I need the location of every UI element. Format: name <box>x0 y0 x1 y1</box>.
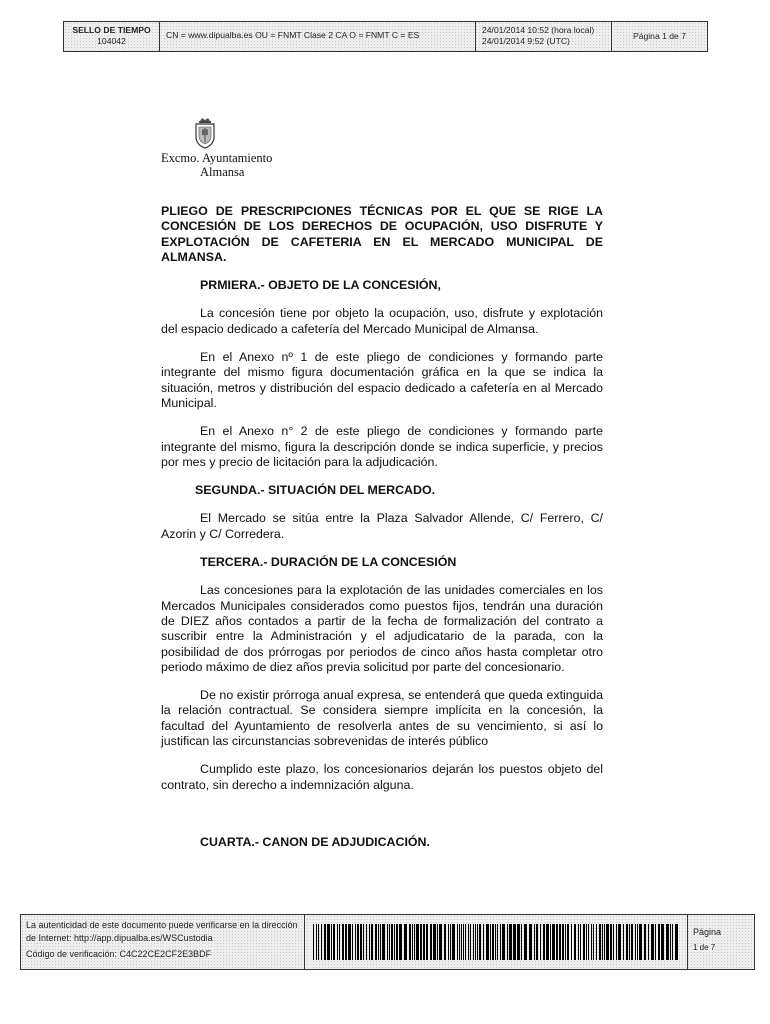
barcode-bar <box>313 924 314 960</box>
barcode-bar <box>394 924 395 960</box>
barcode-bar <box>352 924 353 960</box>
barcode-bar <box>382 924 385 960</box>
barcode-bar <box>648 924 649 960</box>
barcode-bar <box>599 924 601 960</box>
barcode-bar <box>672 924 673 960</box>
barcode-bar <box>375 924 377 960</box>
barcode-bar <box>580 924 581 960</box>
barcode-bar <box>521 924 522 960</box>
barcode-bar <box>473 924 474 960</box>
barcode-bar <box>486 924 489 960</box>
footer-page-value: 1 de 7 <box>693 943 716 952</box>
barcode-bar <box>602 924 603 960</box>
coat-of-arms-icon <box>193 117 217 149</box>
barcode-bar <box>502 924 505 960</box>
barcode-bar <box>457 924 458 960</box>
barcode-bar <box>507 924 508 960</box>
barcode-bar <box>586 924 587 960</box>
barcode-bar <box>616 924 617 960</box>
barcode-bar <box>588 924 589 960</box>
barcode-bar <box>475 924 476 960</box>
certificate-info: CN = www.dipualba.es OU = FNMT Clase 2 CA O = FNMT C = ES <box>160 22 476 51</box>
barcode-bar <box>629 924 630 960</box>
section-3-paragraph-3: Cumplido este plazo, los concesionarios dejarán los puestos objeto del contrato, sin derecho a indemnización alguna. <box>161 762 603 792</box>
verification-footer <box>20 914 755 970</box>
organization-city: Almansa <box>200 165 245 179</box>
organization-name: Excmo. Ayuntamiento <box>161 151 273 165</box>
barcode-icon <box>311 923 681 961</box>
barcode-bar <box>500 924 501 960</box>
barcode-bar <box>465 924 466 960</box>
barcode-bar <box>492 924 494 960</box>
document-body <box>161 204 603 850</box>
footer-page-label: Página <box>693 927 722 937</box>
barcode-bar <box>391 924 393 960</box>
barcode-bar <box>574 924 576 960</box>
timestamp-cell <box>64 22 160 51</box>
barcode-bar <box>534 924 535 960</box>
barcode-bar <box>389 924 390 960</box>
barcode-bar <box>513 924 516 960</box>
section-1-paragraph-1: La concesión tiene por objeto la ocupación, uso, disfrute y explotación del espacio dedicado a cafetería del Mercado Municipal de Almansa. <box>161 306 603 336</box>
barcode-bar <box>509 924 512 960</box>
barcode-bar <box>623 924 624 960</box>
time-local: 24/01/2014 10:52 (hora local) <box>482 25 595 35</box>
barcode-bar <box>556 924 558 960</box>
verification-text: La autenticidad de este documento puede verificarse en la dirección de Internet: http://app.dipualba.es/WSCustodia <box>26 920 298 943</box>
barcode-bar <box>461 924 462 960</box>
section-4-heading: CUARTA.- CANON DE ADJUDICACIÓN. <box>200 834 430 849</box>
barcode-bar <box>639 924 642 960</box>
barcode-bar <box>387 924 388 960</box>
barcode-bar <box>540 924 541 960</box>
barcode-bar <box>339 924 340 960</box>
barcode-bar <box>604 924 605 960</box>
barcode-bar <box>452 924 455 960</box>
time-utc: 24/01/2014 9:52 (UTC) <box>482 36 570 46</box>
barcode-bar <box>470 924 471 960</box>
barcode-bar <box>596 924 597 960</box>
barcode-bar <box>479 924 481 960</box>
barcode-bar <box>414 924 415 960</box>
barcode-bar <box>524 924 527 960</box>
barcode-bar <box>635 924 636 960</box>
barcode-bar <box>316 924 317 960</box>
barcode-bar <box>404 924 407 960</box>
barcode-bar <box>565 924 566 960</box>
barcode-bar <box>360 924 362 960</box>
barcode-bar <box>490 924 491 960</box>
section-1-paragraph-3: En el Anexo n° 2 de este pliego de condiciones y formando parte integrante del mismo, figura la descripción donde se indica superficie, y precios por mes y precio de licitación para la adjudicación. <box>161 424 603 469</box>
barcode-bar <box>562 924 564 960</box>
barcode-bar <box>463 924 464 960</box>
barcode-bar <box>327 924 330 960</box>
barcode-bar <box>345 924 347 960</box>
barcode-bar <box>637 924 638 960</box>
barcode-bar <box>333 924 335 960</box>
barcode-bar <box>355 924 356 960</box>
barcode-bar <box>631 924 633 960</box>
barcode-bar <box>626 924 628 960</box>
timestamp-label: SELLO DE TIEMPO <box>72 25 151 35</box>
barcode-bar <box>610 924 612 960</box>
barcode-bar <box>578 924 579 960</box>
barcode-bar <box>655 924 656 960</box>
barcode-bar <box>670 924 671 960</box>
barcode-bar <box>591 924 592 960</box>
barcode-bar <box>380 924 381 960</box>
barcode-bar <box>450 924 451 960</box>
barcode-bar <box>366 924 367 960</box>
barcode-bar <box>371 924 373 960</box>
barcode-bar <box>658 924 660 960</box>
barcode-bar <box>342 924 344 960</box>
timestamp-dates <box>476 22 612 51</box>
barcode-bar <box>331 924 332 960</box>
barcode-bar <box>369 924 370 960</box>
barcode-bar <box>439 924 442 960</box>
barcode-bar <box>550 924 551 960</box>
section-2-paragraph-1: El Mercado se sitúa entre la Plaza Salvador Allende, C/ Ferrero, C/ Azorin y C/ Corredera. <box>161 511 603 541</box>
barcode-bar <box>363 924 364 960</box>
barcode-bar <box>675 924 678 960</box>
barcode-bar <box>543 924 545 960</box>
barcode-bar <box>433 924 436 960</box>
barcode-bar <box>318 924 319 960</box>
barcode-bar <box>426 924 428 960</box>
timestamp-header <box>63 21 708 52</box>
barcode-bar <box>378 924 379 960</box>
barcode-bar <box>409 924 411 960</box>
barcode-bar <box>613 924 614 960</box>
barcode-bar <box>618 924 621 960</box>
header-page-number: Página 1 de 7 <box>632 31 687 41</box>
section-1-heading: PRMIERA.- OBJETO DE LA CONCESIÓN, <box>200 278 441 293</box>
barcode-bar <box>437 924 438 960</box>
timestamp-id: 104042 <box>97 36 126 46</box>
barcode-bar <box>448 924 449 960</box>
barcode-bar <box>430 924 432 960</box>
barcode-bar <box>399 924 402 960</box>
organization-block <box>161 151 272 179</box>
barcode-bar <box>517 924 520 960</box>
barcode-bar <box>357 924 359 960</box>
barcode-bar <box>583 924 585 960</box>
document-title: PLIEGO DE PRESCRIPCIONES TÉCNICAS POR EL QUE SE RIGE LA CONCESIÓN DE LOS DERECHOS DE OCUPACIÓN, USO DISFRUTE Y EXPLOTACIÓN DE CAFETERIA EN EL MERCADO MUNICIPAL DE ALMANSA. <box>161 204 603 264</box>
barcode-bar <box>606 924 609 960</box>
barcode-bar <box>559 924 561 960</box>
barcode-bar <box>396 924 398 960</box>
barcode-bar <box>495 924 496 960</box>
verification-info <box>21 915 305 969</box>
barcode-bar <box>468 924 469 960</box>
barcode-bar <box>423 924 425 960</box>
barcode-bar <box>337 924 338 960</box>
barcode-bar <box>529 924 532 960</box>
barcode-cell <box>305 915 688 969</box>
barcode-bar <box>324 924 326 960</box>
barcode-bar <box>666 924 669 960</box>
barcode-bar <box>567 924 569 960</box>
barcode-bar <box>412 924 413 960</box>
section-1-paragraph-2: En el Anexo nº 1 de este pliego de condiciones y formando parte integrante del mismo figura documentación gráfica en la que se indica la situación, metros y distribución del espacio dedicado a cafetería en al Mercado Municipal. <box>161 350 603 410</box>
section-2-heading: SEGUNDA.- SITUACIÓN DEL MERCADO. <box>195 483 436 498</box>
barcode-bar <box>571 924 572 960</box>
barcode-bar <box>497 924 498 960</box>
barcode-bar <box>420 924 422 960</box>
barcode-bar <box>661 924 664 960</box>
barcode-bar <box>536 924 538 960</box>
barcode-bar <box>348 924 351 960</box>
barcode-bar <box>593 924 594 960</box>
barcode-bar <box>552 924 555 960</box>
barcode-bar <box>321 924 322 960</box>
footer-page-number <box>688 915 754 969</box>
section-3-paragraph-1: Las concesiones para la explotación de las unidades comerciales en los Mercados Municipales considerados como puestos fijos, tendrán una duración de DIEZ años contados a partir de la fecha de formalización del contrato a suscribir entre la Administración y el adjudicatario de la parada, con la posibilidad de dos prórrogas por periodos de cinco años hasta completar otro periodo máximo de diez años previa solicitud por parte del concesionario. <box>161 583 603 674</box>
barcode-bar <box>459 924 460 960</box>
barcode-bar <box>444 924 446 960</box>
verification-code: Código de verificación: C4C22CE2CF2E3BDF <box>26 949 212 959</box>
barcode-bar <box>483 924 484 960</box>
barcode-bar <box>651 924 654 960</box>
barcode-bar <box>416 924 419 960</box>
barcode-bar <box>644 924 646 960</box>
section-3-heading: TERCERA.- DURACIÓN DE LA CONCESIÓN <box>200 555 457 570</box>
barcode-bar <box>477 924 478 960</box>
section-3-paragraph-2: De no existir prórroga anual expresa, se entenderá que queda extinguida la relación contractual. Se considera siempre implícita en la concesión, la facultad del Ayuntamiento de resolverla antes de su vencimiento, si así lo justifican las circunstancias sobrevenidas de interés público <box>161 688 603 749</box>
barcode-bar <box>546 924 549 960</box>
